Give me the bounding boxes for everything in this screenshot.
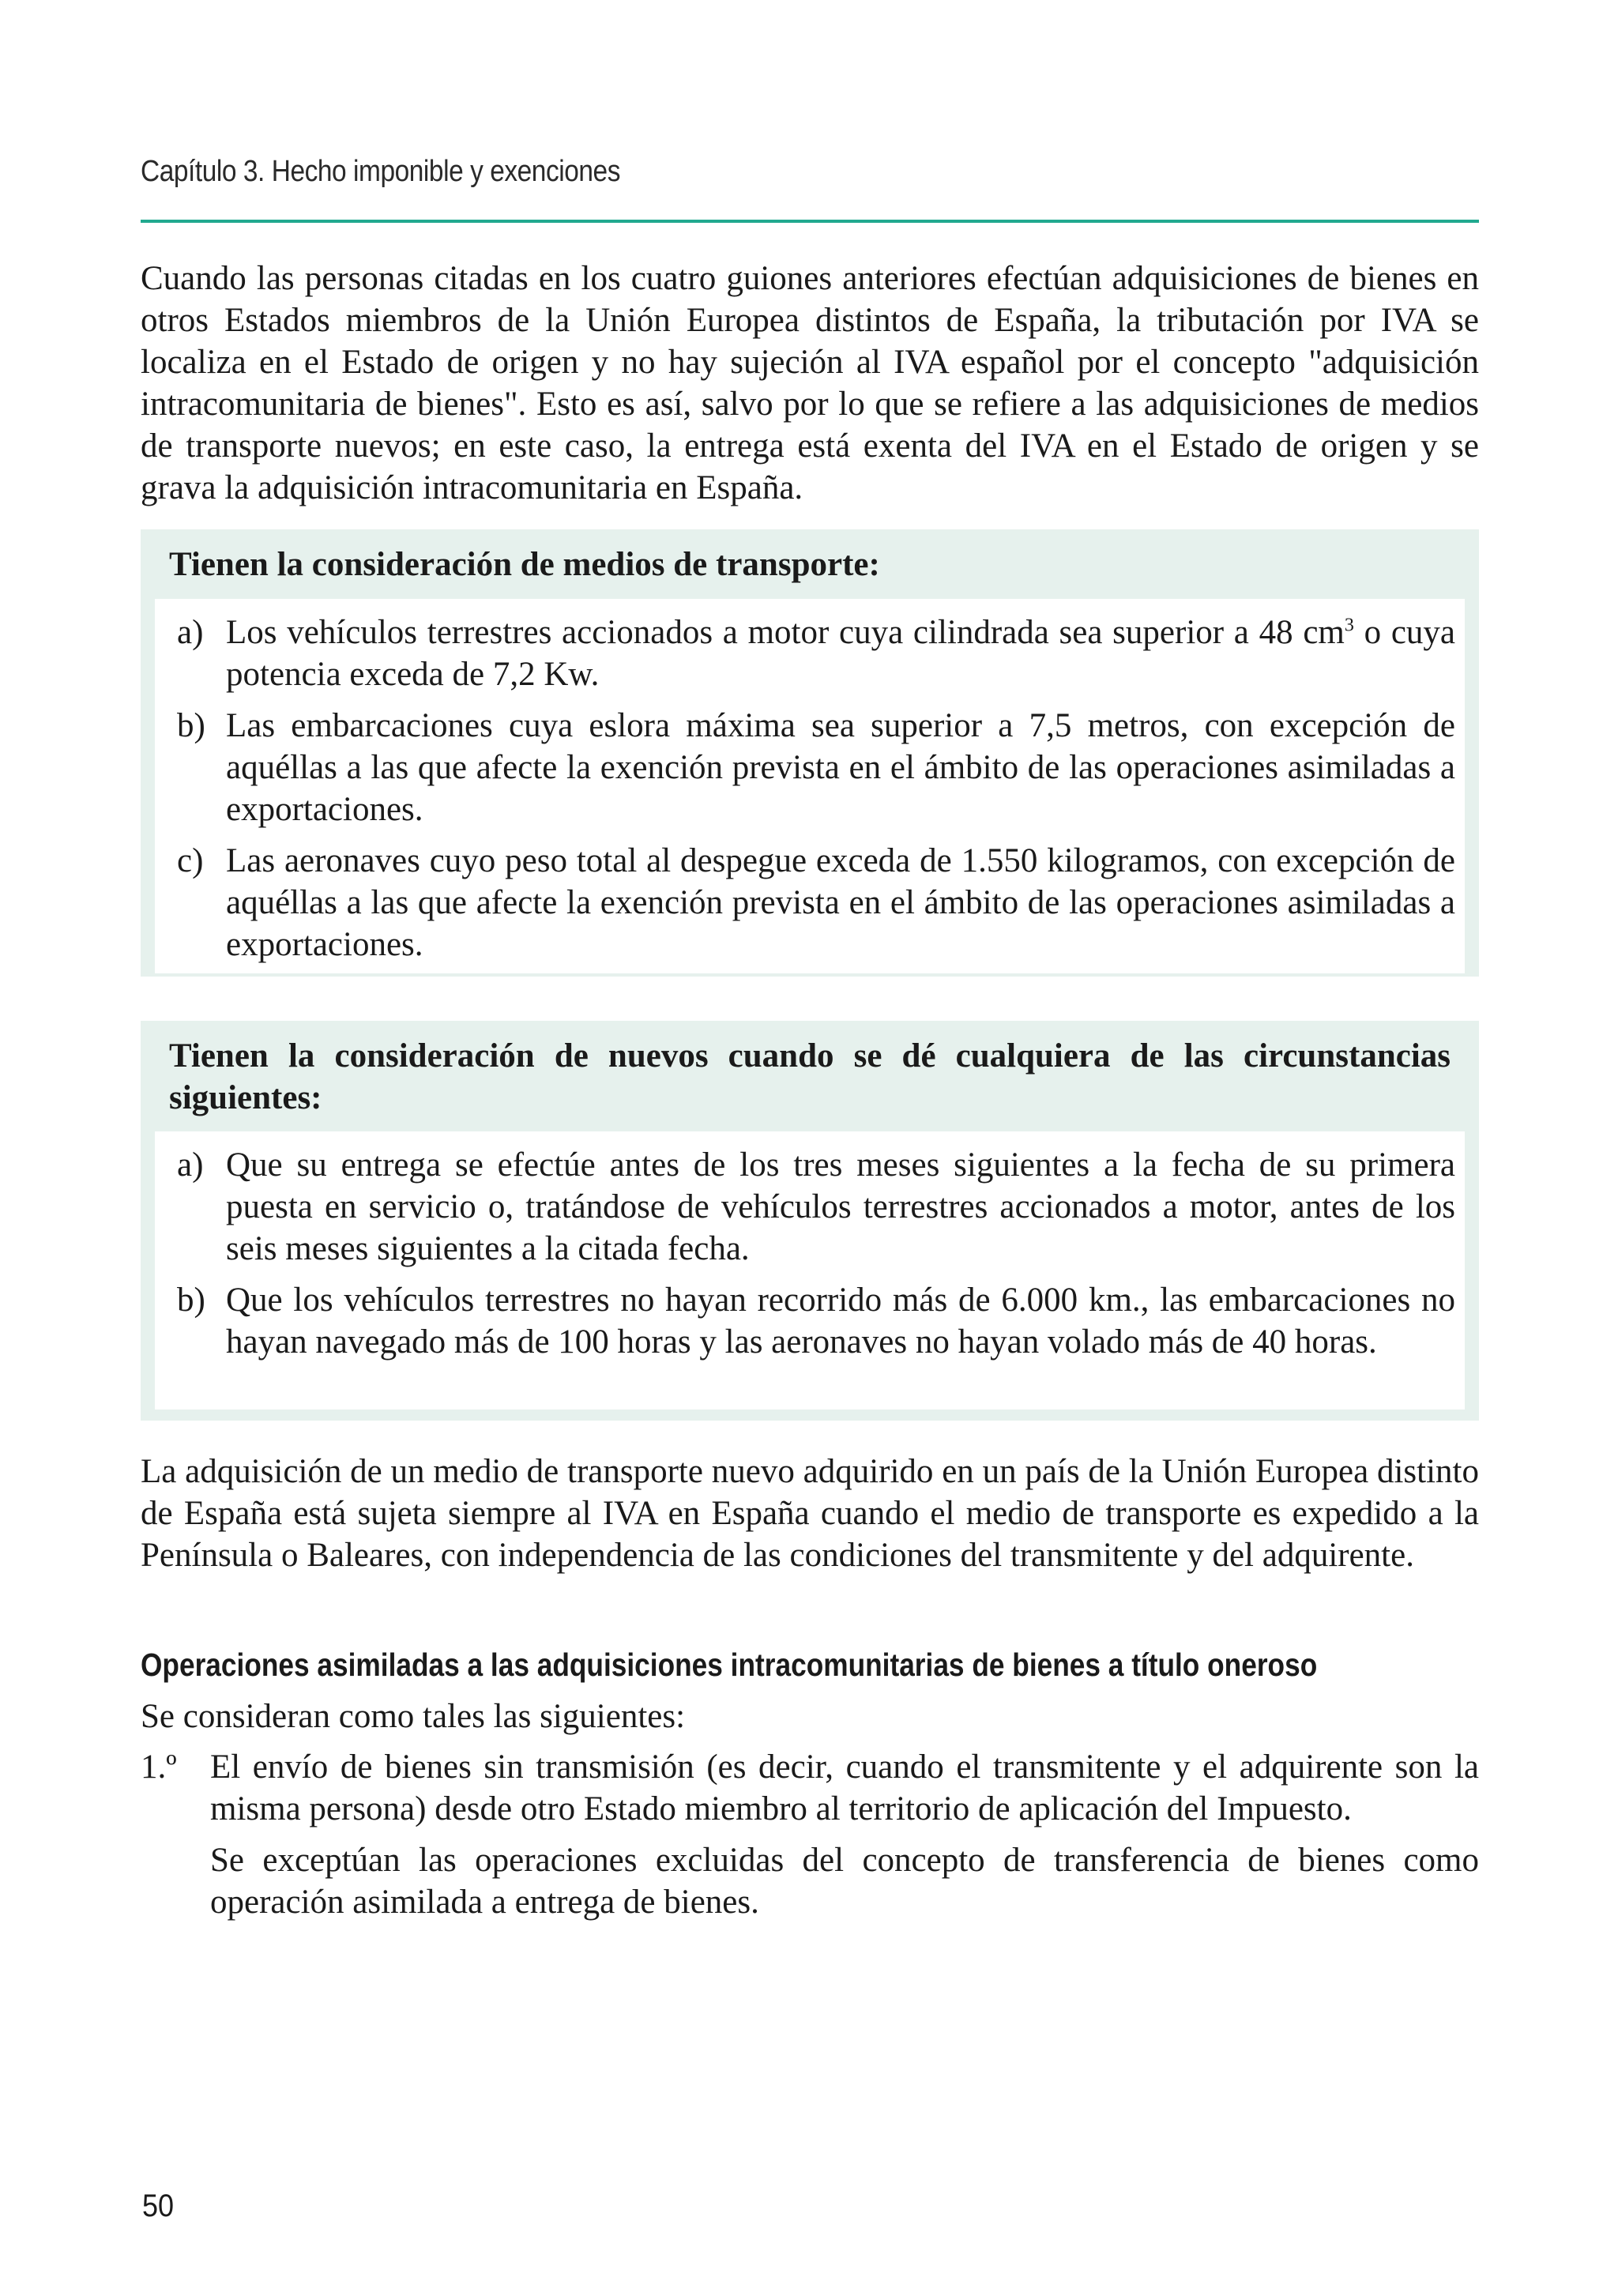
transport-box-content	[155, 599, 1465, 973]
list-item	[155, 705, 1465, 830]
transport-definition-box	[141, 529, 1479, 977]
list-item-text: Que su entrega se efectúe antes de los tres meses siguientes a la fecha de su primera puesta en servicio o, tratándose de vehículos terrestres accionados a motor, antes de los seis meses siguientes a la citada fecha.	[226, 1146, 1455, 1267]
list-item-text: Los vehículos terrestres accionados a motor cuya cilindrada sea superior a 48 cm	[226, 614, 1345, 651]
numbered-paragraph: Se exceptúan las operaciones excluidas del concepto de transferencia de bienes como operación asimilada a entrega de bienes.	[210, 1842, 1479, 1921]
list-item-text: Las embarcaciones cuya eslora máxima sea superior a 7,5 metros, con excepción de aquéllas a las que afecte la exención prevista en el ámbito de las operaciones asimiladas a exportaciones.	[226, 707, 1455, 828]
list-item-text: Las aeronaves cuyo peso total al despegue exceda de 1.550 kilogramos, con excepción de aquéllas a las que afecte la exención prevista en el ámbito de las operaciones asimiladas a exportaciones.	[226, 842, 1455, 963]
intro-paragraph: Cuando las personas citadas en los cuatro guiones anteriores efectúan adquisiciones de bienes en otros Estados miembros de la Unión Europea distintos de España, la tributación por IVA se localiza en el Estado de origen y no hay sujeción al IVA español por el concepto "adquisición intracomunitaria de bienes". Esto es así, salvo por lo que se refiere a las adquisiciones de medios de transporte nuevos; en este caso, la entrega está exenta del IVA en el Estado de origen y se grava la adquisición intracomunitaria en España.	[141, 260, 1479, 506]
new-definition-box	[141, 1021, 1479, 1421]
list-marker: b)	[177, 1282, 205, 1319]
transport-list	[155, 612, 1465, 965]
numbered-marker: 1.º	[141, 1748, 177, 1786]
section-lead: Se consideran como tales las siguientes:	[141, 1698, 686, 1735]
list-item-text: Que los vehículos terrestres no hayan recorrido más de 6.000 km., las embarcaciones no hayan navegado más de 100 horas y las aeronaves no hayan volado más de 40 horas.	[226, 1282, 1455, 1361]
new-box-content	[155, 1131, 1465, 1410]
list-item	[155, 840, 1465, 965]
superscript: 3	[1344, 615, 1354, 636]
new-list	[155, 1144, 1465, 1363]
page-number: 50	[142, 2189, 175, 2223]
transport-box-title: Tienen la consideración de medios de transporte:	[169, 546, 880, 583]
list-marker: b)	[177, 707, 205, 744]
list-item	[155, 612, 1465, 695]
running-header: Capítulo 3. Hecho imponible y exenciones	[141, 155, 620, 188]
numbered-item-body	[210, 1746, 1479, 1923]
list-item-text-cont: o cuya potencia exceda de 7,2 Kw.	[226, 614, 1455, 693]
list-marker: c)	[177, 842, 204, 879]
second-paragraph: La adquisición de un medio de transporte nuevo adquirido en un país de la Unión Europea distinto de España está sujeta siempre al IVA en España cuando el medio de transporte es expedido a la Península o Baleares, con independencia de las condiciones del transmitente y del adquirente.	[141, 1453, 1479, 1574]
list-marker: a)	[177, 1146, 204, 1184]
section-heading: Operaciones asimiladas a las adquisiciones intracomunitarias de bienes a título oneroso	[141, 1647, 1318, 1683]
list-item	[155, 1279, 1465, 1363]
header-rule	[141, 220, 1479, 223]
list-marker: a)	[177, 614, 204, 651]
list-item	[155, 1144, 1465, 1270]
numbered-item	[141, 1746, 1479, 1923]
new-box-title: Tienen la consideración de nuevos cuando se dé cualquiera de las circunstancias siguientes:	[169, 1037, 1451, 1116]
numbered-paragraph: El envío de bienes sin transmisión (es decir, cuando el transmitente y el adquirente son la misma persona) desde otro Estado miembro al territorio de aplicación del Impuesto.	[210, 1748, 1479, 1827]
